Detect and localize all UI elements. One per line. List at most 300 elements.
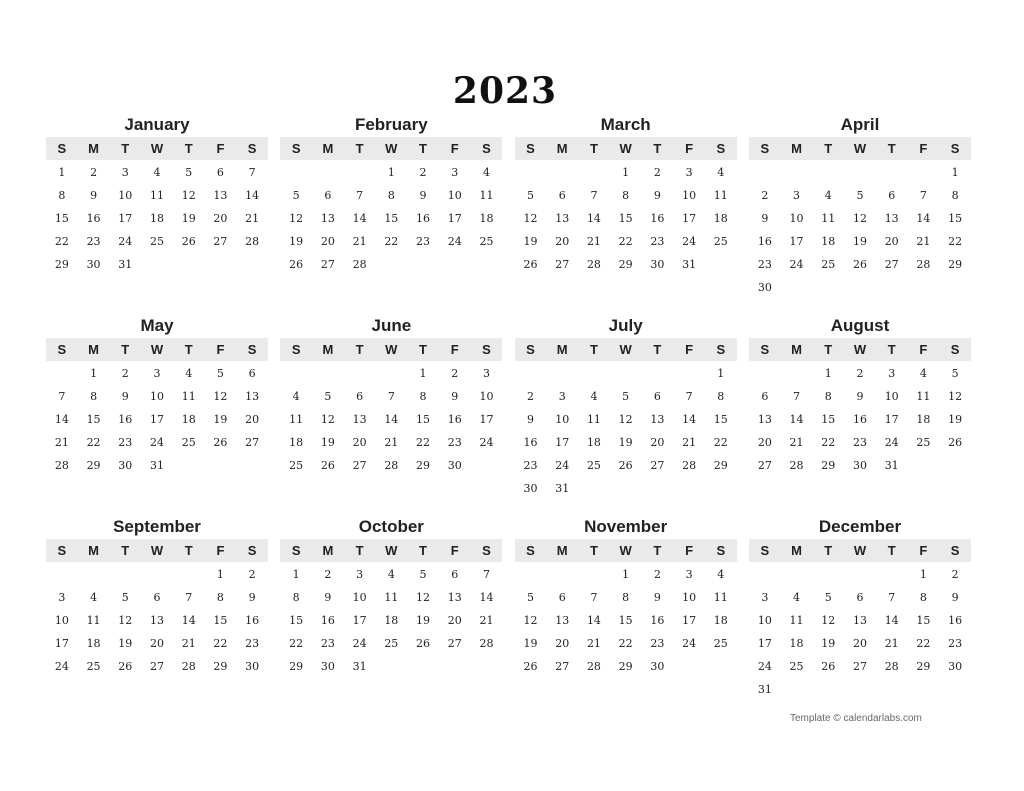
days-grid [515, 563, 737, 678]
day-cell: 18 [384, 614, 399, 627]
day-cell: 26 [320, 459, 335, 472]
day-cell: 13 [213, 189, 228, 202]
day-cell: 28 [884, 660, 899, 673]
day-cell: 24 [54, 660, 69, 673]
month-name: September [113, 517, 201, 536]
day-cell: 3 [58, 591, 66, 604]
day-cell: 30 [447, 459, 462, 472]
month-row [46, 113, 971, 314]
empty-day-cell [546, 161, 578, 184]
day-cell: 15 [618, 212, 633, 225]
day-cell: 23 [650, 637, 665, 650]
day-cell: 24 [149, 436, 164, 449]
day-cell: 23 [245, 637, 260, 650]
empty-day-cell [515, 161, 547, 184]
year-title: 2023 [452, 70, 558, 112]
day-cell: 13 [447, 591, 462, 604]
weekday-label: S [482, 342, 491, 357]
day-cell: 13 [149, 614, 164, 627]
weekday-header [749, 338, 971, 361]
day-cell: 22 [384, 235, 399, 248]
month-november [515, 515, 737, 716]
day-cell: 28 [586, 660, 601, 673]
day-cell: 13 [852, 614, 867, 627]
empty-day-cell [876, 161, 908, 184]
weekday-label: F [216, 543, 225, 558]
day-cell: 25 [289, 459, 304, 472]
day-cell: 15 [86, 413, 101, 426]
day-cell: 24 [789, 258, 804, 271]
day-cell: 5 [527, 189, 534, 202]
empty-day-cell [280, 362, 312, 385]
day-cell: 11 [713, 591, 728, 604]
weekday-label: S [482, 543, 491, 558]
day-cell: 9 [324, 591, 332, 604]
day-cell: 1 [292, 568, 300, 581]
day-cell: 13 [320, 212, 335, 225]
day-cell: 14 [586, 212, 601, 225]
day-cell: 21 [181, 637, 196, 650]
month-name: May [140, 316, 174, 335]
day-cell: 22 [54, 235, 69, 248]
template-credit: Template © calendarlabs.com [790, 713, 922, 724]
day-cell: 2 [761, 189, 769, 202]
day-cell: 22 [618, 637, 633, 650]
month-march [515, 113, 737, 314]
day-cell: 4 [482, 166, 490, 179]
day-cell: 8 [387, 189, 395, 202]
weekday-label: T [419, 342, 427, 357]
weekday-label: T [653, 342, 662, 357]
days-grid [749, 362, 971, 477]
day-cell: 30 [757, 281, 772, 294]
weekday-header [515, 137, 737, 160]
day-cell: 31 [149, 459, 164, 472]
month-october [280, 515, 502, 716]
day-cell: 10 [447, 189, 462, 202]
day-cell: 26 [416, 637, 431, 650]
empty-day-cell [46, 362, 78, 385]
day-cell: 4 [185, 367, 193, 380]
day-cell: 30 [245, 660, 260, 673]
day-cell: 5 [951, 367, 959, 380]
day-cell: 10 [149, 390, 164, 403]
day-cell: 2 [419, 166, 427, 179]
day-cell: 25 [713, 637, 728, 650]
weekday-label: T [887, 342, 896, 357]
empty-day-cell [844, 563, 876, 586]
day-cell: 19 [618, 436, 633, 449]
day-cell: 5 [292, 189, 300, 202]
weekday-header [46, 539, 268, 562]
day-cell: 18 [479, 212, 494, 225]
weekday-label: T [419, 543, 427, 558]
day-cell: 17 [447, 212, 462, 225]
day-cell: 21 [245, 212, 260, 225]
weekday-header [749, 539, 971, 562]
month-name: October [358, 517, 424, 536]
day-cell: 22 [416, 436, 431, 449]
day-cell: 20 [884, 235, 899, 248]
day-cell: 4 [590, 390, 598, 403]
day-cell: 30 [650, 258, 665, 271]
day-cell: 12 [289, 212, 304, 225]
weekday-label: T [121, 342, 130, 357]
weekday-label: T [121, 141, 130, 156]
day-cell: 12 [821, 614, 836, 627]
day-cell: 3 [121, 166, 129, 179]
weekday-label: S [760, 342, 770, 357]
weekday-label: S [950, 141, 960, 156]
weekday-header [280, 137, 502, 160]
day-cell: 23 [416, 235, 431, 248]
day-cell: 5 [216, 367, 224, 380]
day-cell: 15 [948, 212, 963, 225]
weekday-label: W [853, 342, 867, 357]
day-cell: 16 [948, 614, 963, 627]
day-cell: 17 [682, 614, 697, 627]
day-cell: 16 [650, 212, 665, 225]
month-july [515, 314, 737, 515]
weekday-label: S [526, 342, 535, 357]
day-cell: 10 [54, 614, 69, 627]
day-cell: 31 [555, 482, 570, 495]
day-cell: 13 [352, 413, 367, 426]
empty-day-cell [375, 362, 407, 385]
weekday-label: W [385, 342, 398, 357]
day-cell: 11 [713, 189, 728, 202]
day-cell: 24 [118, 235, 133, 248]
day-cell: 6 [761, 390, 769, 403]
day-cell: 29 [618, 258, 633, 271]
weekday-label: T [824, 543, 833, 558]
weekday-label: M [556, 141, 568, 156]
day-cell: 1 [824, 367, 832, 380]
day-cell: 2 [90, 166, 98, 179]
month-august [749, 314, 971, 515]
weekday-header [749, 137, 971, 160]
day-cell: 14 [181, 614, 196, 627]
day-cell: 2 [324, 568, 332, 581]
day-cell: 3 [558, 390, 566, 403]
days-grid [46, 563, 268, 678]
weekday-label: S [760, 141, 770, 156]
month-june [280, 314, 502, 515]
empty-day-cell [844, 161, 876, 184]
day-cell: 21 [789, 436, 804, 449]
weekday-label: W [150, 543, 164, 558]
day-cell: 23 [118, 436, 133, 449]
day-cell: 30 [852, 459, 867, 472]
day-cell: 6 [153, 591, 161, 604]
day-cell: 22 [948, 235, 963, 248]
empty-day-cell [280, 161, 312, 184]
day-cell: 14 [352, 212, 367, 225]
day-cell: 8 [292, 591, 300, 604]
day-cell: 1 [387, 166, 395, 179]
day-cell: 19 [821, 637, 836, 650]
day-cell: 7 [185, 591, 193, 604]
day-cell: 5 [324, 390, 332, 403]
day-cell: 15 [916, 614, 931, 627]
day-cell: 11 [789, 614, 804, 627]
day-cell: 31 [118, 258, 133, 271]
day-cell: 18 [181, 413, 196, 426]
day-cell: 22 [713, 436, 728, 449]
empty-day-cell [642, 362, 674, 385]
days-grid [280, 161, 502, 276]
day-cell: 20 [555, 637, 570, 650]
day-cell: 10 [757, 614, 772, 627]
day-cell: 4 [90, 591, 98, 604]
day-cell: 14 [479, 591, 494, 604]
day-cell: 29 [618, 660, 633, 673]
weekday-label: S [526, 543, 535, 558]
day-cell: 26 [118, 660, 133, 673]
day-cell: 17 [479, 413, 494, 426]
day-cell: 17 [884, 413, 899, 426]
weekday-label: F [450, 543, 459, 558]
day-cell: 13 [650, 413, 665, 426]
day-cell: 21 [54, 436, 69, 449]
day-cell: 23 [948, 637, 963, 650]
day-cell: 12 [118, 614, 133, 627]
weekday-label: W [150, 342, 164, 357]
day-cell: 27 [352, 459, 367, 472]
day-cell: 1 [622, 568, 630, 581]
day-cell: 31 [682, 258, 697, 271]
day-cell: 31 [757, 683, 772, 696]
month-name: January [124, 115, 190, 134]
day-cell: 29 [948, 258, 963, 271]
day-cell: 25 [789, 660, 804, 673]
day-cell: 6 [216, 166, 224, 179]
day-cell: 7 [590, 591, 598, 604]
weekday-label: S [291, 342, 301, 357]
day-cell: 26 [523, 660, 538, 673]
day-cell: 28 [682, 459, 697, 472]
day-cell: 3 [888, 367, 896, 380]
empty-day-cell [578, 161, 610, 184]
weekday-label: M [88, 543, 99, 558]
day-cell: 5 [622, 390, 630, 403]
day-cell: 29 [213, 660, 228, 673]
day-cell: 11 [86, 614, 101, 627]
day-cell: 10 [682, 189, 697, 202]
day-cell: 2 [856, 367, 864, 380]
day-cell: 20 [650, 436, 665, 449]
empty-day-cell [46, 563, 78, 586]
weekday-label: F [216, 141, 225, 156]
day-cell: 29 [416, 459, 431, 472]
day-cell: 11 [181, 390, 196, 403]
empty-day-cell [109, 563, 141, 586]
day-cell: 16 [118, 413, 133, 426]
day-cell: 2 [653, 166, 661, 179]
weekday-label: S [716, 543, 726, 558]
day-cell: 20 [352, 436, 367, 449]
day-cell: 10 [479, 390, 494, 403]
weekday-label: W [150, 141, 164, 156]
day-cell: 20 [320, 235, 335, 248]
weekday-label: S [291, 543, 301, 558]
day-cell: 19 [948, 413, 963, 426]
day-cell: 1 [90, 367, 98, 380]
weekday-label: T [589, 141, 598, 156]
days-grid [515, 161, 737, 276]
day-cell: 19 [416, 614, 431, 627]
empty-day-cell [578, 563, 610, 586]
day-cell: 15 [713, 413, 728, 426]
day-cell: 7 [58, 390, 66, 403]
weekday-label: M [322, 141, 334, 156]
day-cell: 27 [650, 459, 665, 472]
empty-day-cell [610, 362, 642, 385]
weekday-label: S [57, 342, 67, 357]
weekday-label: T [824, 342, 833, 357]
empty-day-cell [876, 563, 908, 586]
day-cell: 26 [213, 436, 228, 449]
day-cell: 3 [685, 166, 693, 179]
weekday-label: F [919, 543, 928, 558]
day-cell: 27 [852, 660, 867, 673]
month-name: August [830, 316, 890, 335]
empty-day-cell [173, 563, 205, 586]
day-cell: 27 [245, 436, 260, 449]
weekday-label: S [950, 543, 960, 558]
day-cell: 18 [586, 436, 601, 449]
day-cell: 3 [761, 591, 769, 604]
weekday-label: S [247, 141, 257, 156]
weekday-label: S [950, 342, 960, 357]
day-cell: 20 [852, 637, 867, 650]
weekday-label: W [853, 543, 867, 558]
day-cell: 26 [181, 235, 196, 248]
weekday-label: F [450, 141, 459, 156]
day-cell: 12 [181, 189, 196, 202]
day-cell: 1 [951, 166, 959, 179]
empty-day-cell [812, 563, 844, 586]
weekday-label: S [482, 141, 491, 156]
day-cell: 16 [320, 614, 335, 627]
day-cell: 26 [289, 258, 304, 271]
day-cell: 20 [149, 637, 164, 650]
day-cell: 9 [856, 390, 864, 403]
empty-day-cell [78, 563, 110, 586]
month-name: June [371, 316, 412, 335]
day-cell: 16 [86, 212, 101, 225]
day-cell: 23 [523, 459, 538, 472]
day-cell: 25 [86, 660, 101, 673]
weekday-label: M [88, 141, 99, 156]
day-cell: 21 [916, 235, 931, 248]
day-cell: 5 [419, 568, 427, 581]
day-cell: 11 [821, 212, 836, 225]
day-cell: 12 [523, 614, 538, 627]
month-february [280, 113, 502, 314]
day-cell: 15 [213, 614, 228, 627]
weekday-label: S [57, 141, 67, 156]
day-cell: 10 [555, 413, 570, 426]
day-cell: 8 [717, 390, 725, 403]
day-cell: 15 [384, 212, 399, 225]
day-cell: 3 [685, 568, 693, 581]
day-cell: 7 [356, 189, 364, 202]
weekday-label: S [57, 543, 67, 558]
day-cell: 25 [479, 235, 494, 248]
day-cell: 19 [118, 637, 133, 650]
day-cell: 29 [54, 258, 69, 271]
empty-day-cell [546, 362, 578, 385]
month-name: July [608, 316, 643, 335]
day-cell: 16 [523, 436, 538, 449]
day-cell: 30 [86, 258, 101, 271]
day-cell: 18 [289, 436, 304, 449]
day-cell: 27 [447, 637, 462, 650]
empty-day-cell [141, 563, 173, 586]
day-cell: 15 [289, 614, 304, 627]
weekday-label: M [791, 543, 802, 558]
day-cell: 2 [951, 568, 959, 581]
weekday-label: T [589, 543, 598, 558]
day-cell: 27 [555, 258, 570, 271]
day-cell: 11 [384, 591, 399, 604]
day-cell: 18 [916, 413, 931, 426]
weekday-label: S [716, 141, 726, 156]
empty-day-cell [781, 563, 813, 586]
empty-day-cell [312, 362, 344, 385]
weekday-label: M [791, 342, 802, 357]
day-cell: 4 [793, 591, 801, 604]
day-cell: 10 [682, 591, 697, 604]
day-cell: 30 [118, 459, 133, 472]
day-cell: 16 [447, 413, 462, 426]
day-cell: 13 [555, 614, 570, 627]
day-cell: 27 [213, 235, 228, 248]
empty-day-cell [344, 362, 376, 385]
day-cell: 28 [245, 235, 260, 248]
day-cell: 7 [482, 568, 490, 581]
day-cell: 30 [523, 482, 538, 495]
day-cell: 5 [824, 591, 832, 604]
day-cell: 12 [320, 413, 335, 426]
weekday-label: W [385, 141, 398, 156]
day-cell: 18 [821, 235, 836, 248]
day-cell: 2 [653, 568, 661, 581]
empty-day-cell [749, 161, 781, 184]
day-cell: 11 [289, 413, 304, 426]
weekday-label: W [619, 342, 632, 357]
month-september [46, 515, 268, 716]
day-cell: 15 [54, 212, 69, 225]
day-cell: 7 [685, 390, 693, 403]
day-cell: 2 [121, 367, 129, 380]
day-cell: 19 [213, 413, 228, 426]
day-cell: 8 [216, 591, 224, 604]
day-cell: 26 [852, 258, 867, 271]
day-cell: 3 [356, 568, 364, 581]
weekday-header [515, 539, 737, 562]
month-name: November [584, 517, 668, 536]
days-grid [749, 563, 971, 701]
weekday-label: S [291, 141, 301, 156]
day-cell: 23 [86, 235, 101, 248]
day-cell: 19 [320, 436, 335, 449]
day-cell: 17 [352, 614, 367, 627]
empty-day-cell [546, 563, 578, 586]
day-cell: 28 [352, 258, 367, 271]
day-cell: 15 [416, 413, 431, 426]
